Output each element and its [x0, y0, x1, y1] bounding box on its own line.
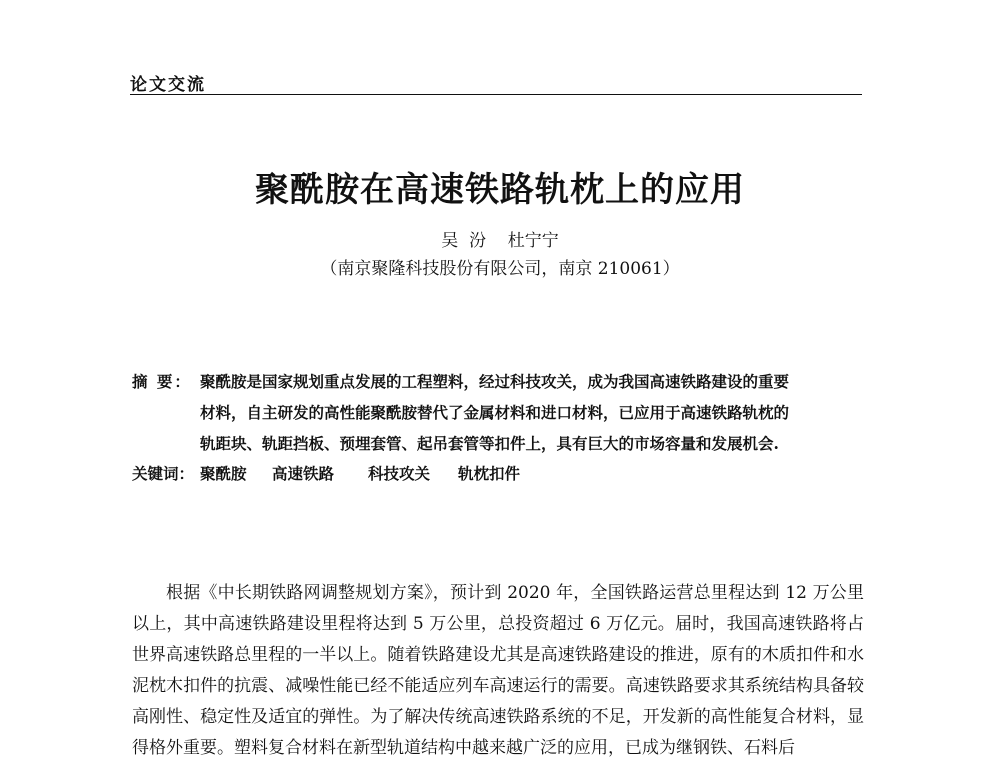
- keyword: 轨枕扣件: [458, 464, 521, 483]
- abstract-line: 轨距块、轨距挡板、预埋套管、起吊套管等扣件上，具有巨大的市场容量和发展机会.: [200, 434, 779, 453]
- keyword: 聚酰胺: [200, 464, 247, 483]
- paper-title: 聚酰胺在高速铁路轨枕上的应用: [255, 170, 745, 210]
- body-text: [132, 578, 864, 764]
- abstract-line: 材料，自主研发的高性能聚酰胺替代了金属材料和进口材料，已应用于高速铁路轨枕的: [200, 403, 790, 422]
- keywords-label: 关键词：: [132, 464, 195, 483]
- keyword: 科技攻关: [368, 464, 431, 483]
- paper-authors: 吴 汾 杜宁宁: [441, 231, 559, 251]
- abstract-line: 聚酰胺是国家规划重点发展的工程塑料，经过科技攻关，成为我国高速铁路建设的重要: [200, 372, 790, 391]
- keyword: 高速铁路: [272, 464, 335, 483]
- paper-affiliation: （南京聚隆科技股份有限公司，南京 210061）: [320, 259, 680, 279]
- abstract-label: 摘 要：: [132, 372, 192, 391]
- body-paragraph: 根据《中长期铁路网调整规划方案》，预计到 2020 年，全国铁路运营总里程达到 12 万公里以上，其中高速铁路建设里程将达到 5 万公里，总投资超过 6 万亿元。届时，我国高速铁路将占世界高速铁路总里程的一半以上。随着铁路建设尤其是高速铁路建设的推进，原有的木质扣件和水泥枕木扣件的抗震、减噪性能已经不能适应列车高速运行的需要。高速铁路要求其系统结构具备较高刚性、稳定性及适宜的弹性。为了解决传统高速铁路系统的不足，开发新的高性能复合材料，显得格外重要。塑料复合材料在新型轨道结构中越来越广泛的应用，已成为继钢铁、石料后: [132, 583, 864, 758]
- section-label: 论文交流: [130, 75, 206, 95]
- header-divider: [130, 94, 862, 95]
